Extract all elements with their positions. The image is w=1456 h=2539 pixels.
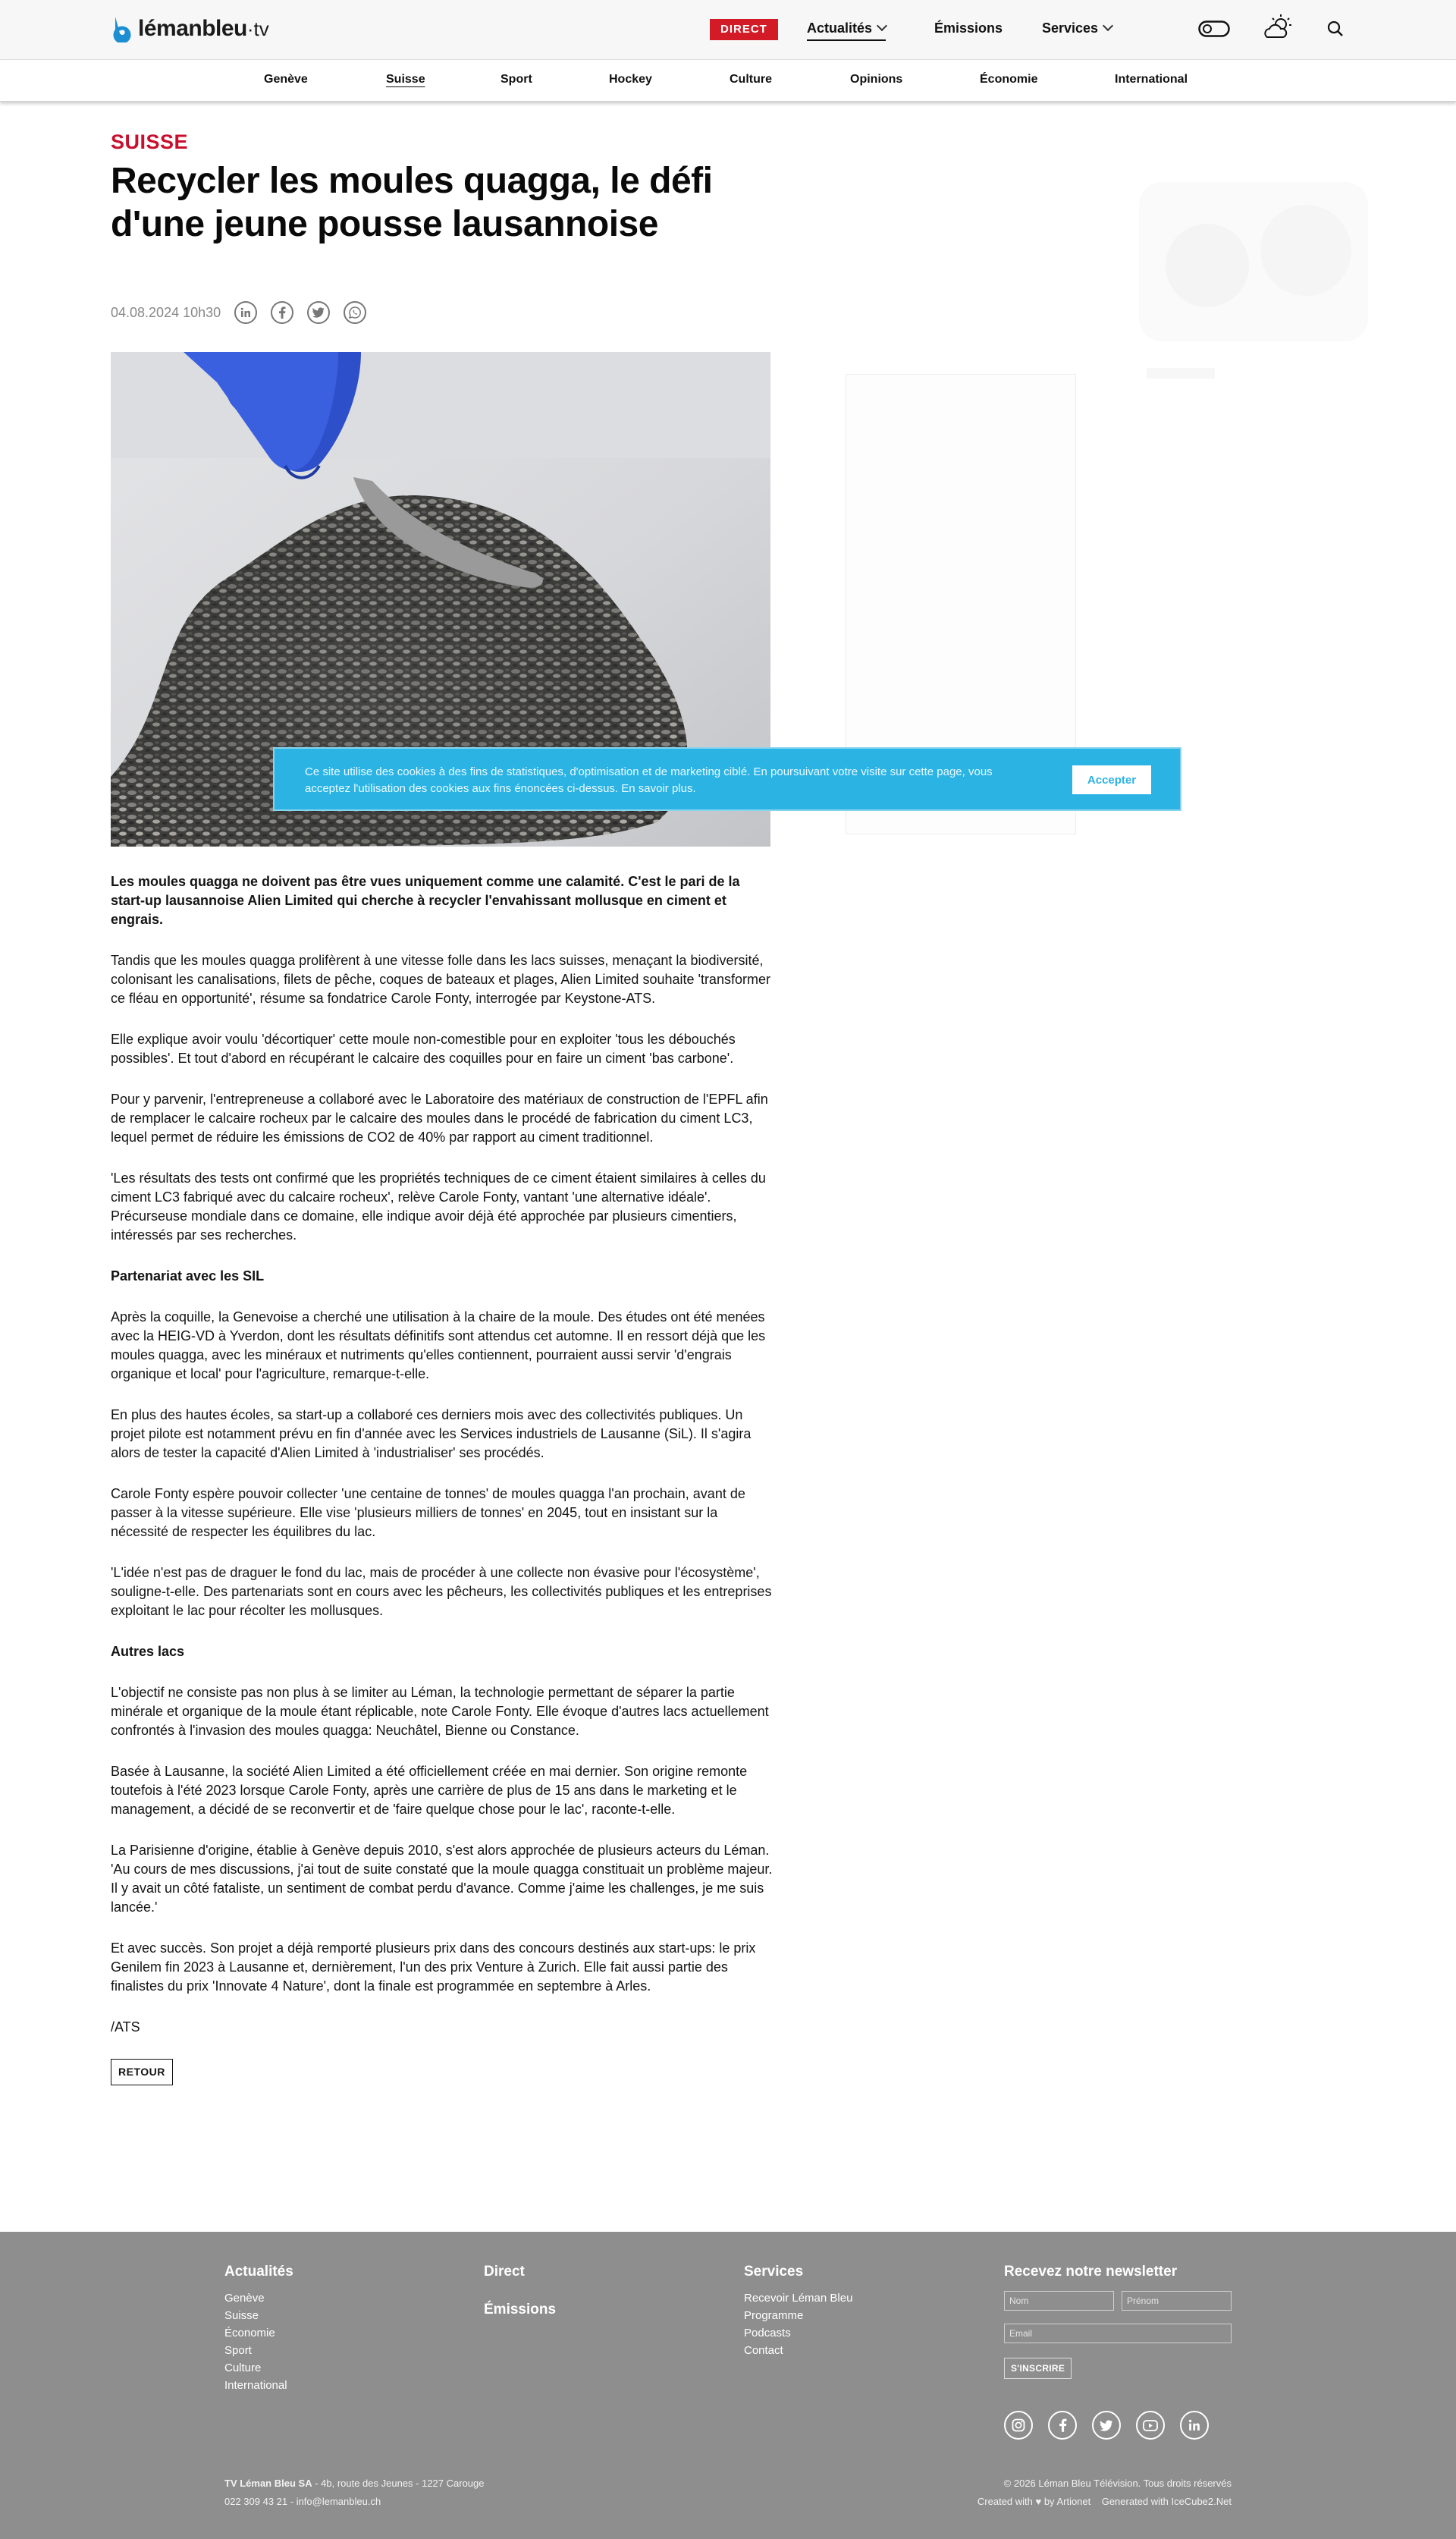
article-meta — [111, 300, 380, 325]
linkedin-icon[interactable] — [1180, 2411, 1209, 2440]
faded-ad-graphic — [1139, 137, 1368, 402]
footer-link[interactable]: Contact — [744, 2344, 783, 2357]
newsletter-firstname-input[interactable] — [1122, 2291, 1232, 2311]
article-paragraph: Et avec succès. Son projet a déjà remporté plusieurs prix dans des concours destinés aux start-ups: le prix Genilem fin 2023 à Lausanne et, dernièrement, l'un des prix Venture à Zurich. Elle fait aussi partie des finalistes du prix 'Innovate 4 Nature', dont la finale est programmée en septembre à Arles. — [111, 1940, 756, 1994]
section-subnav — [0, 60, 1456, 102]
newsletter-email-input[interactable] — [1004, 2324, 1232, 2343]
newsletter-title: Recevez notre newsletter — [1004, 2264, 1178, 2280]
chevron-down-icon — [1103, 20, 1113, 31]
footer-link[interactable]: Recevoir Léman Bleu — [744, 2292, 853, 2305]
ad-placeholder-top — [1139, 137, 1368, 402]
article-subheading: Partenariat avec les SIL — [111, 1268, 265, 1284]
logo-text: lémanbleu — [138, 16, 247, 41]
created-by-link[interactable]: Created with ♥ by Artionet — [977, 2496, 1091, 2507]
logo-drop-icon — [111, 15, 133, 42]
footer-heading-direct[interactable]: Direct — [484, 2264, 525, 2280]
article-paragraph: La Parisienne d'origine, établie à Genève depuis 2010, s'est alors approchée de plusieurs acteurs du Léman. 'Au cours de mes discussions, j'ai tout de suite constaté que la moule quagga constituait un problème majeur. Il y avait un côté fataliste, un sentiment de combat perdu d'avance. Comme j'aime les challenges, je me suis lancée.' — [111, 1843, 773, 1915]
company-name: TV Léman Bleu SA — [224, 2478, 312, 2489]
footer-col-direct — [484, 2264, 556, 2318]
company-address: - 4b, route des Jeunes - 1227 Carouge — [312, 2478, 485, 2489]
article-paragraph: L'objectif ne consiste pas non plus à se limiter au Léman, la technologie permettant de séparer la partie minérale et organique de la moule étant réplicable, note Carole Fonty. Elle évoque d'autres lacs actuellement confrontés à l'invasion des moules quagga: Neuchâtel, Bienne ou Constance. — [111, 1685, 769, 1738]
credits-line — [977, 2493, 1232, 2511]
article-paragraph: 'Les résultats des tests ont confirmé que les propriétés techniques de ce ciment étaient similaires à celles du ciment LC3 fabriqué avec du calcaire rocheux', relève Carole Fonty, vantant 'une alternative idéale'. Précurseuse mondiale dans ce domaine, elle indique avoir déjà été approchée par plusieurs cimentiers, intéressés par ses recherches. — [111, 1171, 766, 1243]
article-paragraph: Après la coquille, la Genevoise a cherché une utilisation à la chaire de la moule. Des études ont été menées avec la HEIG-VD à Yverdon, dont les résultats définitifs sont attendus cet automne. Il en ressort déjà que les moules quagga, avec les minéraux et nutriments qu'elles contiennent, pourraient aussi servir 'd'engrais organique et local' pour l'agriculture, remarque-t-elle. — [111, 1309, 766, 1381]
subnav-suisse[interactable]: Suisse — [386, 73, 425, 86]
direct-live-button[interactable]: DIRECT — [710, 19, 778, 40]
site-logo[interactable] — [111, 14, 269, 44]
nav-services[interactable] — [1042, 20, 1112, 36]
cookie-banner — [273, 747, 1181, 811]
article-lead: Les moules quagga ne doivent pas être vues uniquement comme une calamité. C'est le pari de la start-up lausannoise Alien Limited qui cherche à recycler l'envahissant mollusque en ciment et engrais. — [111, 874, 740, 927]
footer-link[interactable]: International — [224, 2379, 287, 2392]
article-paragraph: Basée à Lausanne, la société Alien Limited a été officiellement créée en mai dernier. Son origine remonte toutefois à l'été 2023 lorsque Carole Fonty, après une carrière de plus de 15 ans dans le marketing et le management, a décidé de se reconvertir et de 'faire quelque chose pour le lac', raconte-t-elle. — [111, 1764, 748, 1817]
whatsapp-icon[interactable] — [344, 301, 366, 324]
twitter-icon[interactable] — [307, 301, 330, 324]
footer-link[interactable]: Sport — [224, 2344, 252, 2357]
copyright-text: © 2026 Léman Bleu Télévision. Tous droits réservés — [1003, 2478, 1232, 2489]
article-paragraph: En plus des hautes écoles, sa start-up a collaboré ces derniers mois avec des collectivités publiques. Un projet pilote est notamment prévu en fin d'année avec les Services industriels de Lausanne (SiL). Il s'agira alors de tester la capacité d'Alien Limited à 'industrialiser' ses procédés. — [111, 1407, 752, 1460]
footer-link[interactable]: Culture — [224, 2361, 262, 2374]
cookie-text: Ce site utilise des cookies à des fins de statistiques, d'optimisation et de marketing ciblé. En poursuivant votre visite sur cette page, vous acceptez l'utilisation des cookies aux fins énoncées ci-dessus. En savoir plus. — [305, 765, 993, 795]
newsletter-name-input[interactable] — [1004, 2291, 1114, 2311]
subnav-hockey[interactable]: Hockey — [609, 73, 652, 86]
article-subheading: Autres lacs — [111, 1644, 185, 1659]
subnav-culture[interactable]: Culture — [730, 73, 772, 86]
article-paragraph: Elle explique avoir voulu 'décortiquer' cette moule non-comestible pour en exploiter 'tous les débouchés possibles'. Et tout d'abord en récupérant le calcaire des coquilles pour en faire un ciment 'bas carbone'. — [111, 1032, 736, 1066]
instagram-icon[interactable] — [1004, 2411, 1033, 2440]
article-paragraph: Pour y parvenir, l'entrepreneuse a collaboré avec le Laboratoire des matériaux de construction de l'EPFL afin de remplacer le calcaire rocheux par le calcaire des moules dans le procédé de fabrication du ciment LC3, lequel permet de réduire les émissions de CO2 de 40% par rapport au ciment traditionnel. — [111, 1092, 768, 1145]
subnav-international[interactable]: International — [1115, 73, 1188, 86]
chevron-down-icon — [877, 20, 887, 31]
footer-credits — [977, 2475, 1232, 2511]
back-button[interactable]: RETOUR — [111, 2059, 173, 2085]
footer-company-info — [224, 2475, 485, 2511]
article-paragraph: Carole Fonty espère pouvoir collecter 'une centaine de tonnes' de moules quagga l'an prochain, avant de passer à la vitesse supérieure. Elle vise 'plusieurs milliers de tonnes' en 2045, tout en insistant sur la nécessité de respecter les équilibres du lac. — [111, 1486, 745, 1539]
toggle-icon[interactable] — [1198, 20, 1230, 38]
subnav-geneve[interactable]: Genève — [264, 73, 308, 86]
youtube-icon[interactable] — [1136, 2411, 1165, 2440]
top-header — [0, 0, 1456, 60]
footer-heading-emissions[interactable]: Émissions — [484, 2302, 557, 2317]
footer-heading[interactable]: Services — [744, 2264, 804, 2280]
article-paragraph: Tandis que les moules quagga prolifèrent à une vitesse folle dans les lacs suisses, menaçant la biodiversité, colonisant les canalisations, filets de pêche, coques de bateaux et plages, Alien Limited souhaite 'transformer ce fléau en opportunité', résume sa fondatrice Carole Fonty, interrogée par Keystone-ATS. — [111, 953, 770, 1006]
footer-link[interactable]: Économie — [224, 2327, 275, 2339]
subnav-opinions[interactable]: Opinions — [850, 73, 903, 86]
footer-link[interactable]: Genève — [224, 2292, 265, 2305]
article-source: /ATS — [111, 2019, 140, 2035]
nav-label: Émissions — [934, 20, 1003, 36]
facebook-icon[interactable] — [271, 301, 293, 324]
company-contact[interactable]: 022 309 43 21 - info@lemanbleu.ch — [224, 2496, 381, 2507]
article-category: SUISSE — [111, 130, 189, 153]
newsletter-submit-button[interactable]: S'INSCRIRE — [1004, 2358, 1072, 2379]
cookie-accept-button[interactable]: Accepter — [1072, 765, 1151, 794]
article-body — [111, 872, 775, 2085]
subnav-economie[interactable]: Économie — [980, 73, 1038, 86]
search-icon[interactable] — [1327, 20, 1344, 37]
nav-actualites[interactable] — [807, 20, 886, 41]
generated-with-link[interactable]: Generated with IceCube2.Net — [1101, 2496, 1232, 2507]
footer-link[interactable]: Suisse — [224, 2309, 259, 2322]
footer-col-services — [744, 2264, 852, 2359]
twitter-icon[interactable] — [1092, 2411, 1121, 2440]
footer-col-actualites — [224, 2264, 293, 2394]
logo-suffix: ·tv — [246, 17, 269, 40]
site-footer — [0, 2232, 1456, 2539]
nav-label: Services — [1042, 20, 1099, 36]
footer-newsletter — [1004, 2264, 1177, 2289]
footer-link[interactable]: Programme — [744, 2309, 804, 2322]
company-line — [224, 2475, 485, 2493]
linkedin-icon[interactable] — [234, 301, 257, 324]
article-title: Recycler les moules quagga, le défi d'une jeune pousse lausannoise — [111, 161, 713, 244]
nav-label: Actualités — [807, 20, 873, 36]
article-paragraph: 'L'idée n'est pas de draguer le fond du lac, mais de procéder à une collecte non évasive pour l'écosystème', souligne-t-elle. Des partenariats sont en cours avec les pêcheurs, les collectivités publiques et les entreprises exploitant le lac pour récolter les mollusques. — [111, 1565, 772, 1618]
subnav-sport[interactable]: Sport — [500, 73, 532, 86]
nav-emissions[interactable] — [934, 20, 1003, 36]
facebook-icon[interactable] — [1048, 2411, 1077, 2440]
footer-heading[interactable]: Actualités — [224, 2264, 293, 2280]
article-date: 04.08.2024 10h30 — [111, 304, 221, 320]
footer-link[interactable]: Podcasts — [744, 2327, 791, 2339]
weather-icon[interactable] — [1263, 14, 1294, 41]
